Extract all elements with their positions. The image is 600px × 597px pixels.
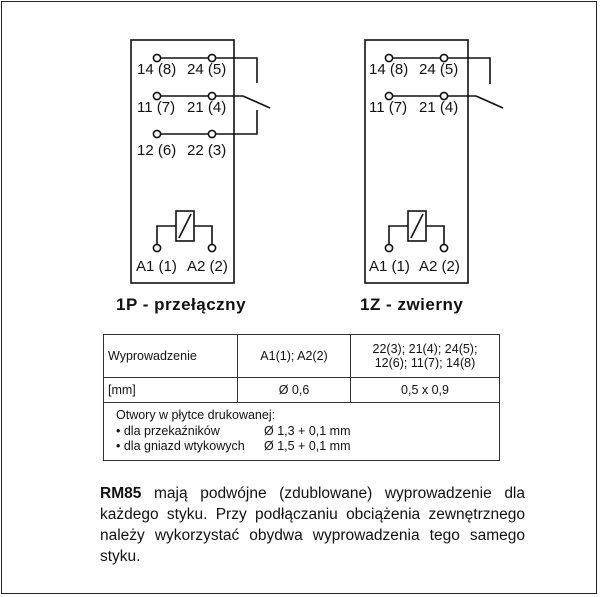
terminal-label: 12 (6) — [137, 142, 177, 159]
switch-blade — [243, 96, 270, 108]
terminal-dot — [153, 130, 160, 137]
terminal-label: 14 (8) — [137, 61, 177, 78]
list-item — [116, 439, 487, 455]
table-row — [104, 335, 500, 378]
coil-lead-a2 — [426, 226, 444, 245]
pcb-hole-value: Ø 1,5 + 0,1 mm — [264, 439, 351, 453]
coil-terminal-label: A1 (1) — [369, 258, 410, 275]
table-cell: A1(1); A2(2) — [238, 335, 351, 378]
coil-terminal-label: A2 (2) — [187, 258, 228, 275]
terminal-dot — [208, 130, 215, 137]
diagram-caption-1z: 1Z - zwierny — [360, 295, 464, 314]
coil-diagonal — [179, 214, 191, 238]
pin-spec-table — [103, 334, 500, 461]
terminal-label: 24 (5) — [187, 61, 227, 78]
coil-diagonal — [411, 214, 423, 238]
table-row — [104, 403, 500, 461]
table-cell: Ø 0,6 — [238, 378, 351, 403]
note-paragraph — [100, 483, 525, 567]
table-cell: 0,5 x 0,9 — [351, 378, 500, 403]
table-cell: 22(3); 21(4); 24(5); 12(6); 11(7); 14(8) — [351, 335, 500, 378]
pcb-holes-cell — [104, 403, 500, 461]
coil-terminal-label: A2 (2) — [419, 258, 460, 275]
terminal-label: 24 (5) — [419, 61, 459, 78]
list-item — [116, 424, 487, 440]
pcb-hole-value: Ø 1,3 + 0,1 mm — [264, 423, 351, 438]
terminal-label: 14 (8) — [369, 61, 409, 78]
pcb-holes-title: Otwory w płytce drukowanej: — [116, 408, 276, 422]
pcb-hole-label: • dla gniazd wtykowych — [116, 439, 245, 453]
coil-lead-a1 — [157, 226, 176, 245]
diagram-caption-1p: 1P - przełączny — [116, 295, 247, 314]
terminal-label: 11 (7) — [369, 99, 408, 116]
terminal-dot — [153, 244, 160, 251]
terminal-label: 21 (4) — [187, 99, 227, 116]
terminal-dot — [440, 244, 447, 251]
coil-terminal-label: A1 (1) — [136, 258, 177, 275]
table-cell: [mm] — [104, 378, 238, 403]
terminal-label: 11 (7) — [137, 99, 176, 116]
switch-blade — [476, 96, 503, 108]
note-text: mają podwójne (zdublowane) wyprowadzenie dla każdego styku. Przy podłączaniu obciążenia zewnętrznego należy wykorzystać obydwa wyprowadzenia tego samego styku. — [100, 485, 525, 565]
terminal-dot — [208, 244, 215, 251]
terminal-label: 21 (4) — [419, 99, 459, 116]
note-product-name: RM85 — [100, 485, 142, 502]
pcb-hole-label: • dla przekaźników — [116, 423, 220, 438]
coil-lead-a1 — [389, 226, 408, 245]
coil-lead-a2 — [194, 226, 212, 245]
table-cell: Wyprowadzenie — [104, 335, 238, 378]
table-row — [104, 378, 500, 403]
terminal-label: 22 (3) — [187, 142, 227, 159]
terminal-dot — [385, 244, 392, 251]
